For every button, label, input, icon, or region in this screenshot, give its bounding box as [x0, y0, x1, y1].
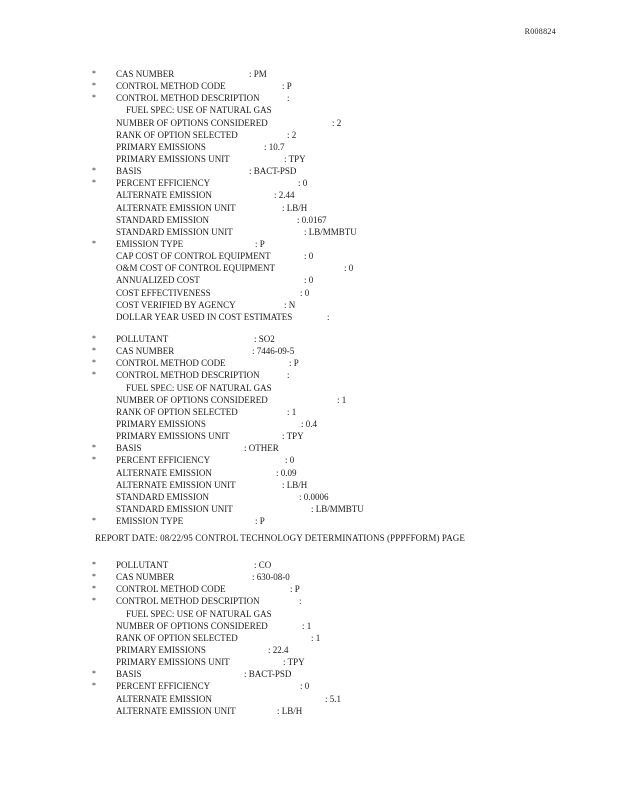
field-label: CAP COST OF CONTROL EQUIPMENT [116, 251, 271, 262]
field-label: CAS NUMBER [116, 346, 175, 357]
field-value: : P [255, 238, 265, 249]
field-label: RANK OF OPTION SELECTED [116, 406, 238, 417]
asterisk-marker: * [92, 596, 96, 606]
field-value: : 22.4 [268, 644, 289, 655]
field-label: PERCENT EFFICIENCY [116, 681, 211, 692]
field-label: O&M COST OF CONTROL EQUIPMENT [116, 263, 276, 274]
asterisk-marker: * [92, 334, 96, 343]
field-value: : TPY [284, 153, 306, 164]
field-label: DOLLAR YEAR USED IN COST ESTIMATES [116, 311, 293, 322]
asterisk-marker: * [92, 358, 96, 368]
field-row [92, 299, 562, 311]
field-row [92, 104, 562, 116]
field-row [92, 68, 562, 80]
field-label: CONTROL METHOD DESCRIPTION [116, 370, 260, 381]
asterisk-marker: * [92, 681, 96, 691]
field-label: POLLUTANT [116, 560, 169, 570]
field-row [92, 608, 562, 620]
asterisk-marker: * [92, 238, 96, 248]
field-label: NUMBER OF OPTIONS CONSIDERED [116, 394, 268, 405]
asterisk-marker: * [92, 346, 96, 356]
field-label: RANK OF OPTION SELECTED [116, 129, 238, 140]
field-label: ALTERNATE EMISSION [116, 190, 212, 201]
field-value: : P [290, 584, 300, 595]
field-row [92, 680, 562, 692]
field-row [92, 274, 562, 286]
asterisk-marker: * [92, 455, 96, 465]
field-row [92, 442, 562, 454]
field-value: : 0 [285, 455, 295, 466]
field-row [92, 345, 562, 357]
asterisk-marker: * [92, 69, 96, 78]
field-label: CAS NUMBER [116, 572, 175, 583]
field-value: : 0.0167 [297, 214, 327, 225]
field-row [92, 177, 562, 189]
field-row [92, 333, 562, 345]
asterisk-marker: * [92, 93, 96, 103]
field-value: : 2 [287, 129, 297, 140]
field-row [92, 262, 562, 274]
field-label: PRIMARY EMISSIONS [116, 141, 206, 152]
field-row [92, 214, 562, 226]
field-row [92, 165, 562, 177]
field-row [92, 644, 562, 656]
field-value: : 0 [300, 681, 310, 692]
section-so2 [92, 333, 562, 527]
field-label: CAS NUMBER [116, 69, 175, 79]
field-row [92, 394, 562, 406]
field-value: : 7446-09-5 [252, 346, 295, 357]
field-label: RANK OF OPTION SELECTED [116, 632, 238, 643]
field-row [92, 430, 562, 442]
field-row [92, 515, 562, 527]
field-value: : 5.1 [325, 693, 342, 704]
field-value: : 0.09 [276, 467, 297, 478]
field-label: POLLUTANT [116, 334, 169, 344]
field-row [92, 369, 562, 381]
field-label: CONTROL METHOD DESCRIPTION [116, 93, 260, 104]
asterisk-marker: * [92, 443, 96, 453]
field-label: PRIMARY EMISSIONS UNIT [116, 431, 230, 442]
field-label: NUMBER OF OPTIONS CONSIDERED [116, 117, 268, 128]
field-row [92, 153, 562, 165]
field-row [92, 491, 562, 503]
field-row [92, 287, 562, 299]
field-row [92, 141, 562, 153]
field-value: : 1 [302, 620, 312, 631]
field-label: ALTERNATE EMISSION UNIT [116, 479, 236, 490]
field-row [92, 668, 562, 680]
asterisk-marker: * [92, 669, 96, 679]
field-value: : 1 [287, 406, 297, 417]
page-id: R008824 [524, 27, 556, 36]
field-value: : N [284, 299, 296, 310]
field-value: : 0.4 [301, 418, 318, 429]
field-row [92, 238, 562, 250]
field-value: : CO [254, 560, 272, 570]
field-value: : 2.44 [274, 190, 295, 201]
field-label: COST VERIFIED BY AGENCY [116, 299, 236, 310]
field-label: EMISSION TYPE [116, 516, 184, 527]
field-row [92, 479, 562, 491]
field-value: : [287, 370, 290, 381]
field-value: : [299, 596, 302, 607]
field-row [92, 311, 562, 323]
field-value: : 0 [300, 287, 310, 298]
field-label: ALTERNATE EMISSION UNIT [116, 202, 236, 213]
field-value: : TPY [283, 657, 305, 668]
field-label: NUMBER OF OPTIONS CONSIDERED [116, 620, 268, 631]
field-label: PERCENT EFFICIENCY [116, 178, 211, 189]
field-label: CONTROL METHOD DESCRIPTION [116, 596, 260, 607]
field-label: ALTERNATE EMISSION UNIT [116, 705, 236, 716]
asterisk-marker: * [92, 560, 96, 569]
field-value: : [327, 311, 330, 322]
field-value: : 0 [298, 178, 308, 189]
field-label: STANDARD EMISSION [116, 214, 210, 225]
field-label: STANDARD EMISSION UNIT [116, 503, 233, 514]
asterisk-marker: * [92, 572, 96, 582]
field-row [92, 250, 562, 262]
field-row [92, 583, 562, 595]
field-value: : LB/H [282, 479, 308, 490]
field-row [92, 80, 562, 92]
field-row [92, 467, 562, 479]
field-label: FUEL SPEC: USE OF NATURAL GAS [126, 105, 272, 116]
field-value: : 0 [304, 275, 314, 286]
field-value: : OTHER [244, 443, 279, 454]
field-label: BASIS [116, 669, 142, 680]
field-row [92, 357, 562, 369]
field-label: CONTROL METHOD CODE [116, 81, 226, 92]
field-label: BASIS [116, 443, 142, 454]
field-value: : LB/MMBTU [311, 503, 364, 514]
field-value: : TPY [282, 431, 304, 442]
asterisk-marker: * [92, 81, 96, 91]
field-row [92, 705, 562, 717]
field-row [92, 693, 562, 705]
field-label: CONTROL METHOD CODE [116, 358, 226, 369]
field-row [92, 226, 562, 238]
field-row [92, 632, 562, 644]
field-value: : SO2 [254, 334, 275, 344]
asterisk-marker: * [92, 370, 96, 380]
field-value: : BACT-PSD [249, 166, 297, 177]
field-row [92, 418, 562, 430]
field-value: : LB/H [282, 202, 308, 213]
field-label: PERCENT EFFICIENCY [116, 455, 211, 466]
field-value: : 2 [332, 117, 342, 128]
field-label: FUEL SPEC: USE OF NATURAL GAS [126, 608, 272, 619]
field-label: ALTERNATE EMISSION [116, 693, 212, 704]
field-value: : PM [249, 69, 267, 79]
field-value: : 630-08-0 [252, 572, 290, 583]
asterisk-marker: * [92, 516, 96, 526]
field-label: STANDARD EMISSION [116, 491, 210, 502]
field-row [92, 406, 562, 418]
asterisk-marker: * [92, 166, 96, 176]
field-label: FUEL SPEC: USE OF NATURAL GAS [126, 382, 272, 393]
field-label: BASIS [116, 166, 142, 177]
field-value: : 1 [311, 632, 321, 643]
field-label: ANNUALIZED COST [116, 275, 200, 286]
field-row [92, 382, 562, 394]
field-row [92, 117, 562, 129]
field-label: PRIMARY EMISSIONS [116, 644, 206, 655]
field-row [92, 189, 562, 201]
field-value: : [287, 93, 290, 104]
asterisk-marker: * [92, 178, 96, 188]
field-value: : 0 [344, 263, 354, 274]
field-label: PRIMARY EMISSIONS [116, 418, 206, 429]
field-value: : 10.7 [264, 141, 285, 152]
field-value: : LB/MMBTU [304, 226, 357, 237]
field-row [92, 503, 562, 515]
field-value: : P [255, 516, 265, 527]
field-label: COST EFFECTIVENESS [116, 287, 211, 298]
field-row [92, 559, 562, 571]
section-co [92, 559, 562, 717]
field-label: CONTROL METHOD CODE [116, 584, 226, 595]
field-label: PRIMARY EMISSIONS UNIT [116, 153, 230, 164]
asterisk-marker: * [92, 584, 96, 594]
field-row [92, 454, 562, 466]
field-label: ALTERNATE EMISSION [116, 467, 212, 478]
field-row [92, 595, 562, 607]
field-label: EMISSION TYPE [116, 238, 184, 249]
field-row [92, 202, 562, 214]
field-value: : 0.0006 [299, 491, 329, 502]
field-row [92, 92, 562, 104]
field-label: PRIMARY EMISSIONS UNIT [116, 657, 230, 668]
field-value: : 1 [337, 394, 347, 405]
section-pm [92, 68, 562, 323]
field-label: STANDARD EMISSION UNIT [116, 226, 233, 237]
field-value: : LB/H [277, 705, 303, 716]
field-row [92, 656, 562, 668]
field-value: : BACT-PSD [244, 669, 292, 680]
field-value: : P [282, 81, 292, 92]
field-row [92, 620, 562, 632]
field-value: : 0 [304, 251, 314, 262]
report-header: REPORT DATE: 08/22/95 CONTROL TECHNOLOGY DETERMINATIONS (PPPFFORM) PAGE [95, 533, 466, 543]
field-value: : P [289, 358, 299, 369]
field-row [92, 571, 562, 583]
field-row [92, 129, 562, 141]
